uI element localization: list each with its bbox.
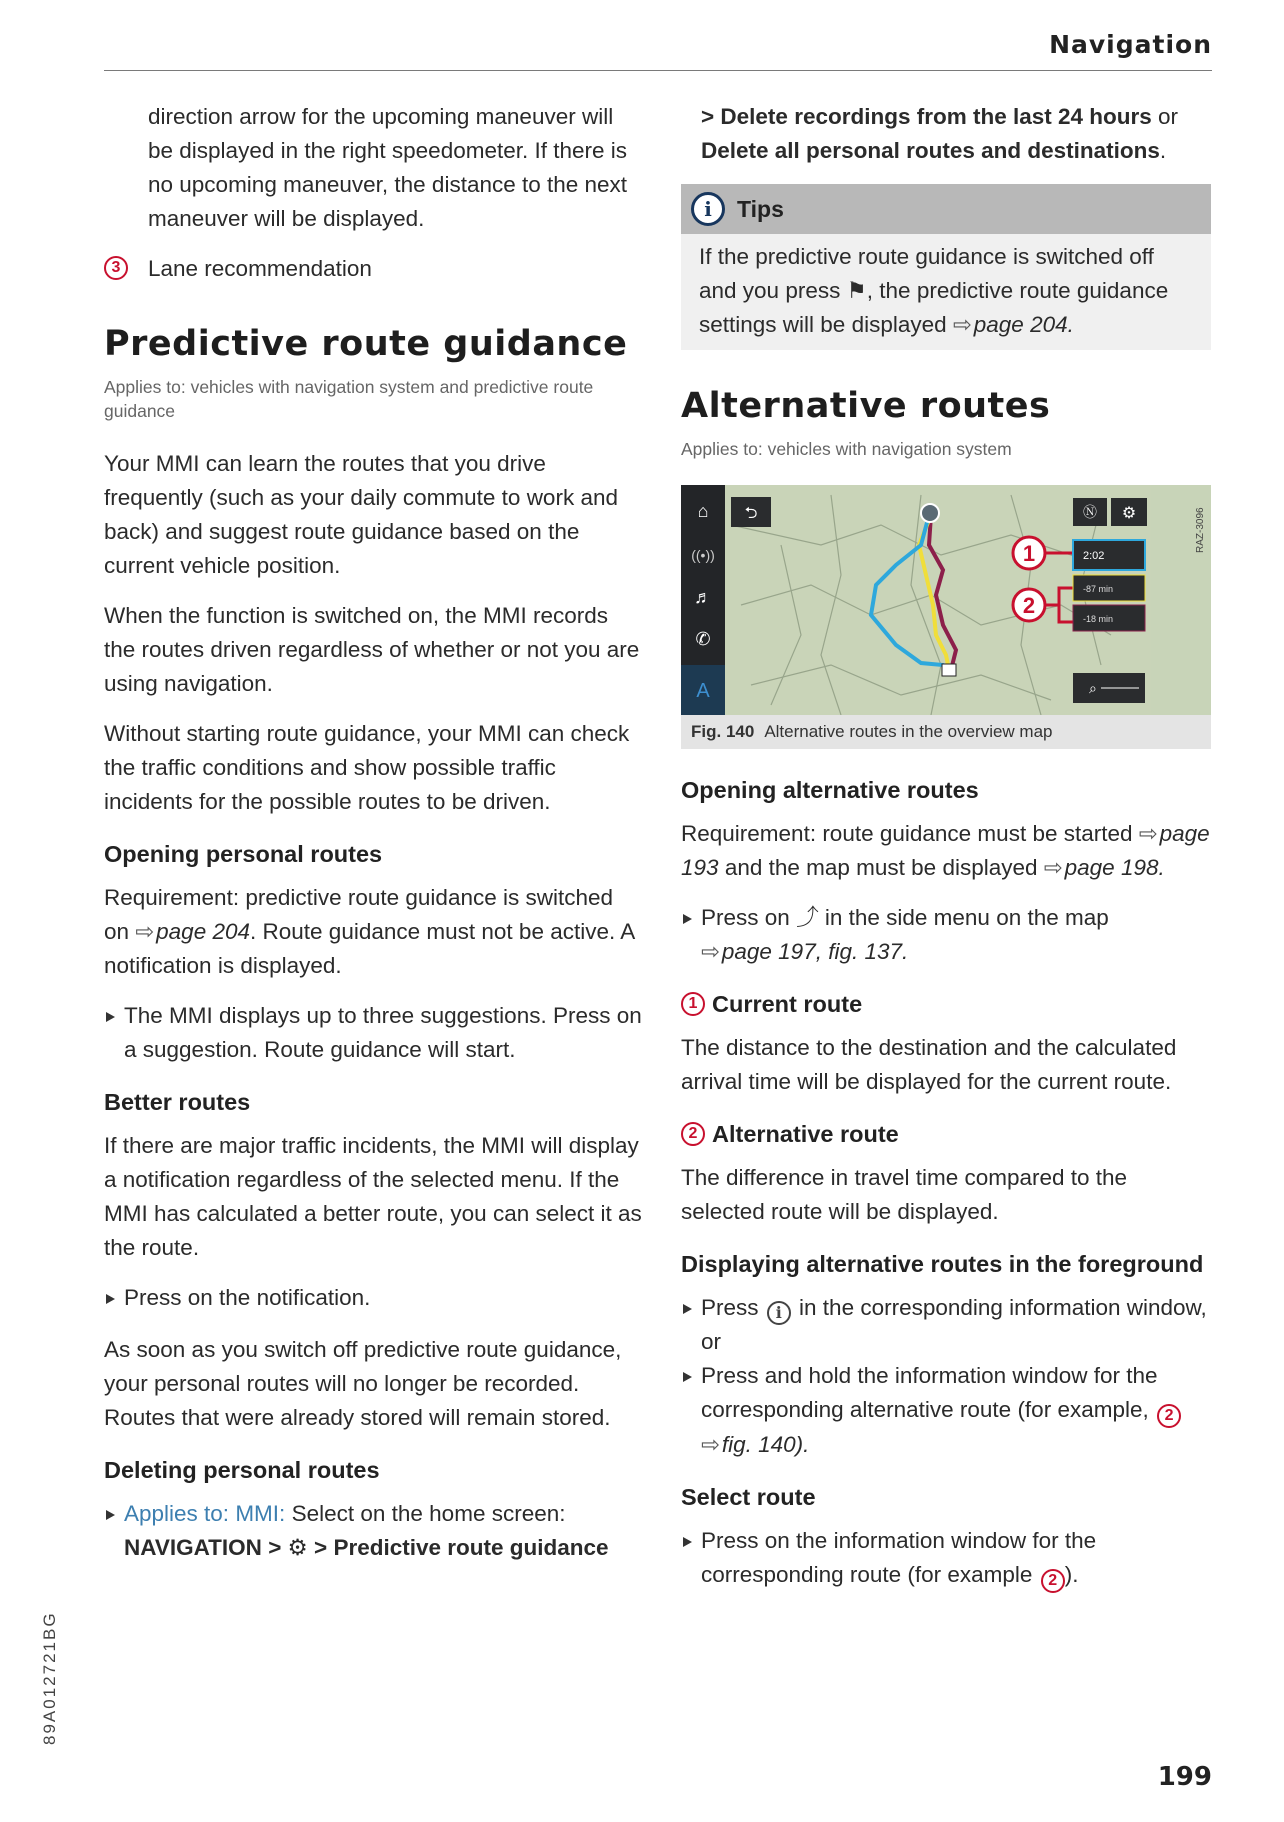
heading-displaying-foreground: Displaying alternative routes in the foreground <box>681 1251 1204 1277</box>
displaying-step-2 <box>681 1359 1211 1462</box>
right-column <box>681 100 1211 1607</box>
legend-item-3-text: Lane recommendation <box>148 256 372 281</box>
opening-alt-requirement <box>681 817 1211 885</box>
better-routes-step: Press on the notification. <box>104 1281 644 1315</box>
tips-header <box>681 184 1211 234</box>
music-icon[interactable]: ♬ <box>694 587 712 607</box>
heading-deleting-personal: Deleting personal routes <box>104 1457 380 1483</box>
header-rule <box>104 70 1212 71</box>
zoom-search-icon: ⌕ <box>1089 680 1097 696</box>
callout-2-icon: 2 <box>1041 1569 1065 1593</box>
current-route-title: Current route <box>712 991 863 1017</box>
heading-current-route <box>681 989 1211 1019</box>
phone-icon[interactable]: ✆ <box>695 629 711 649</box>
route-info-alt-1[interactable] <box>1073 575 1145 601</box>
alternative-routes-map <box>681 485 1211 715</box>
select-route-step <box>681 1524 1211 1593</box>
navigation-icon[interactable]: A <box>696 680 710 702</box>
tips-text-a: If the predictive route guidance is switched off and you press <box>699 244 1154 303</box>
svg-text:2: 2 <box>1022 593 1036 618</box>
flag-route-icon: ⚑ <box>846 278 867 303</box>
tips-text-b: , the predictive route guidance settings will be displayed <box>699 278 1169 337</box>
svg-text:1: 1 <box>1022 541 1036 566</box>
or-text: or <box>1158 104 1179 129</box>
applies-alternative: Applies to: vehicles with navigation system <box>681 439 1012 459</box>
chevron-right-icon: > <box>701 104 715 129</box>
req-text-b: . Route guidance must not be active. A notification is displayed. <box>104 919 635 978</box>
req-alt-b: and the map must be displayed <box>724 855 1038 880</box>
figure-caption-text: Alternative routes in the overview map <box>764 722 1053 741</box>
svg-text:-87 min: -87 min <box>1083 584 1114 594</box>
alternative-route-paragraph: The difference in travel time compared to the selected route will be displayed. <box>681 1165 1128 1224</box>
info-icon: i <box>767 1301 791 1325</box>
displaying-b1-b: in the corresponding information window, or <box>701 1295 1207 1354</box>
figure-code: RAZ-3096 <box>1195 507 1206 553</box>
select-b-a: Press on the information window for the corresponding route (for example <box>701 1528 1097 1587</box>
displaying-b1-a: Press <box>701 1295 759 1320</box>
better-routes-paragraph-2: As soon as you switch off predictive route guidance, your personal routes will no longer be recorded. Routes that were already stored will remain stored. <box>104 1337 622 1430</box>
legend-item-3 <box>104 252 644 286</box>
delete-24h-option: Delete recordings from the last 24 hours <box>720 104 1152 129</box>
page-ref-193[interactable]: page 193 <box>681 821 1210 880</box>
bullet-alt-a: Press on <box>701 905 790 930</box>
ref-arrow-icon: ⇨ <box>701 1432 720 1457</box>
gear-icon: ⚙ <box>1121 505 1137 522</box>
callout-2-icon: 2 <box>681 1122 705 1146</box>
tips-body <box>681 234 1211 350</box>
applies-mmi-label: Applies to: MMI: <box>124 1501 286 1526</box>
north-icon-glyph: Ⓝ <box>1083 504 1097 520</box>
document-code: 89A012721BG <box>40 1611 59 1745</box>
opening-alt-step <box>681 901 1211 969</box>
section-title-predictive: Predictive route guidance <box>104 324 628 364</box>
opening-personal-requirement <box>104 881 644 983</box>
figure-caption <box>681 715 1211 749</box>
settings-gear-icon: ⚙ <box>287 1535 308 1560</box>
intro-paragraph: direction arrow for the upcoming maneuver will be displayed in the right speedometer. If there is no upcoming maneuver, the distance to the next maneuver will be displayed. <box>148 104 628 231</box>
better-routes-paragraph: If there are major traffic incidents, the MMI will display a notification regardless of the selected menu. If the MMI has calculated a better route, you can select it as the route. <box>104 1133 642 1260</box>
alternative-route-title: Alternative route <box>712 1121 899 1147</box>
callout-2-icon: 2 <box>1157 1404 1181 1428</box>
alternative-routes-icon: ⤴ <box>796 905 819 930</box>
menu-sep-2: > <box>314 1535 328 1560</box>
displaying-step-1 <box>681 1291 1211 1359</box>
route-info-current[interactable] <box>1073 540 1145 570</box>
fig-ref-140[interactable]: fig. 140). <box>721 1432 810 1457</box>
tips-text <box>699 240 1195 342</box>
delete-options: > Delete recordings from the last 24 hours or Delete all personal routes and destinations. <box>701 104 1179 163</box>
req-alt-a: Requirement: route guidance must be started <box>681 821 1133 846</box>
ref-arrow-icon: ⇨ <box>1043 855 1063 880</box>
tips-page-ref[interactable]: page 204. <box>973 312 1074 337</box>
destination-flag-icon <box>942 664 956 676</box>
heading-opening-personal: Opening personal routes <box>104 841 383 867</box>
deleting-step-text: Select on the home screen: <box>291 1501 566 1526</box>
nav-menu-label: NAVIGATION <box>124 1535 262 1560</box>
back-arrow-icon: ⮌ <box>744 505 758 522</box>
heading-better-routes: Better routes <box>104 1089 251 1115</box>
tips-title: Tips <box>737 195 784 222</box>
home-icon[interactable]: ⌂ <box>697 501 709 521</box>
bullet-alt-b: in the side menu on the map <box>824 905 1109 930</box>
ref-arrow-icon: ⇨ <box>952 312 972 337</box>
page-number: 199 <box>1157 1762 1212 1792</box>
current-route-paragraph: The distance to the destination and the calculated arrival time will be displayed for the current route. <box>681 1035 1177 1094</box>
menu-sep: > <box>268 1535 282 1560</box>
route-info-alt-2[interactable] <box>1073 605 1145 631</box>
predictive-paragraph-3: Without starting route guidance, your MMI can check the traffic conditions and show possible traffic incidents for the possible routes to be driven. <box>104 721 630 814</box>
opening-personal-step: The MMI displays up to three suggestions. Press on a suggestion. Route guidance will start. <box>104 999 644 1067</box>
menu-sidebar <box>681 485 725 715</box>
select-b-end: ). <box>1064 1562 1079 1587</box>
left-column <box>104 100 644 1579</box>
info-icon: i <box>691 192 725 226</box>
figure-140 <box>681 485 1211 749</box>
vehicle-position-icon <box>921 504 939 522</box>
heading-select-route: Select route <box>681 1484 816 1510</box>
radio-icon[interactable]: ((•)) <box>691 547 715 563</box>
heading-opening-alt: Opening alternative routes <box>681 777 979 803</box>
callout-3-icon: 3 <box>104 256 128 280</box>
predictive-menu-label: Predictive route guidance <box>333 1535 609 1560</box>
ref-arrow-icon: ⇨ <box>135 919 155 944</box>
svg-text:-18 min: -18 min <box>1083 614 1114 624</box>
predictive-paragraph-2: When the function is switched on, the MMI records the routes driven regardless of whether or not you are using navigation. <box>104 603 640 696</box>
ref-arrow-icon: ⇨ <box>1138 821 1158 846</box>
page-ref-link[interactable]: page 204 <box>156 919 251 944</box>
heading-alternative-route <box>681 1119 1211 1149</box>
svg-text:2:02: 2:02 <box>1083 550 1105 562</box>
delete-all-option: Delete all personal routes and destinations <box>701 138 1160 163</box>
applies-predictive: Applies to: vehicles with navigation system and predictive route guidance <box>104 377 594 421</box>
page-ref-198[interactable]: page 198. <box>1064 855 1165 880</box>
section-title-alternative: Alternative routes <box>681 386 1051 426</box>
ref-arrow-icon: ⇨ <box>701 939 720 964</box>
page-ref-197[interactable]: page 197, fig. 137. <box>721 939 909 964</box>
predictive-paragraph-1: Your MMI can learn the routes that you drive frequently (such as your daily commute to work and back) and suggest route guidance based on the current vehicle position. <box>104 451 618 578</box>
req-text-a: Requirement: predictive route guidance is switched on <box>104 885 614 944</box>
callout-1-icon: 1 <box>681 992 705 1016</box>
figure-label: Fig. 140 <box>691 722 755 741</box>
deleting-step <box>104 1497 644 1565</box>
tips-box <box>681 184 1211 350</box>
displaying-b2: Press and hold the information window for the corresponding alternative route (for example, <box>701 1363 1158 1422</box>
page-header-title: Navigation <box>1049 30 1212 59</box>
